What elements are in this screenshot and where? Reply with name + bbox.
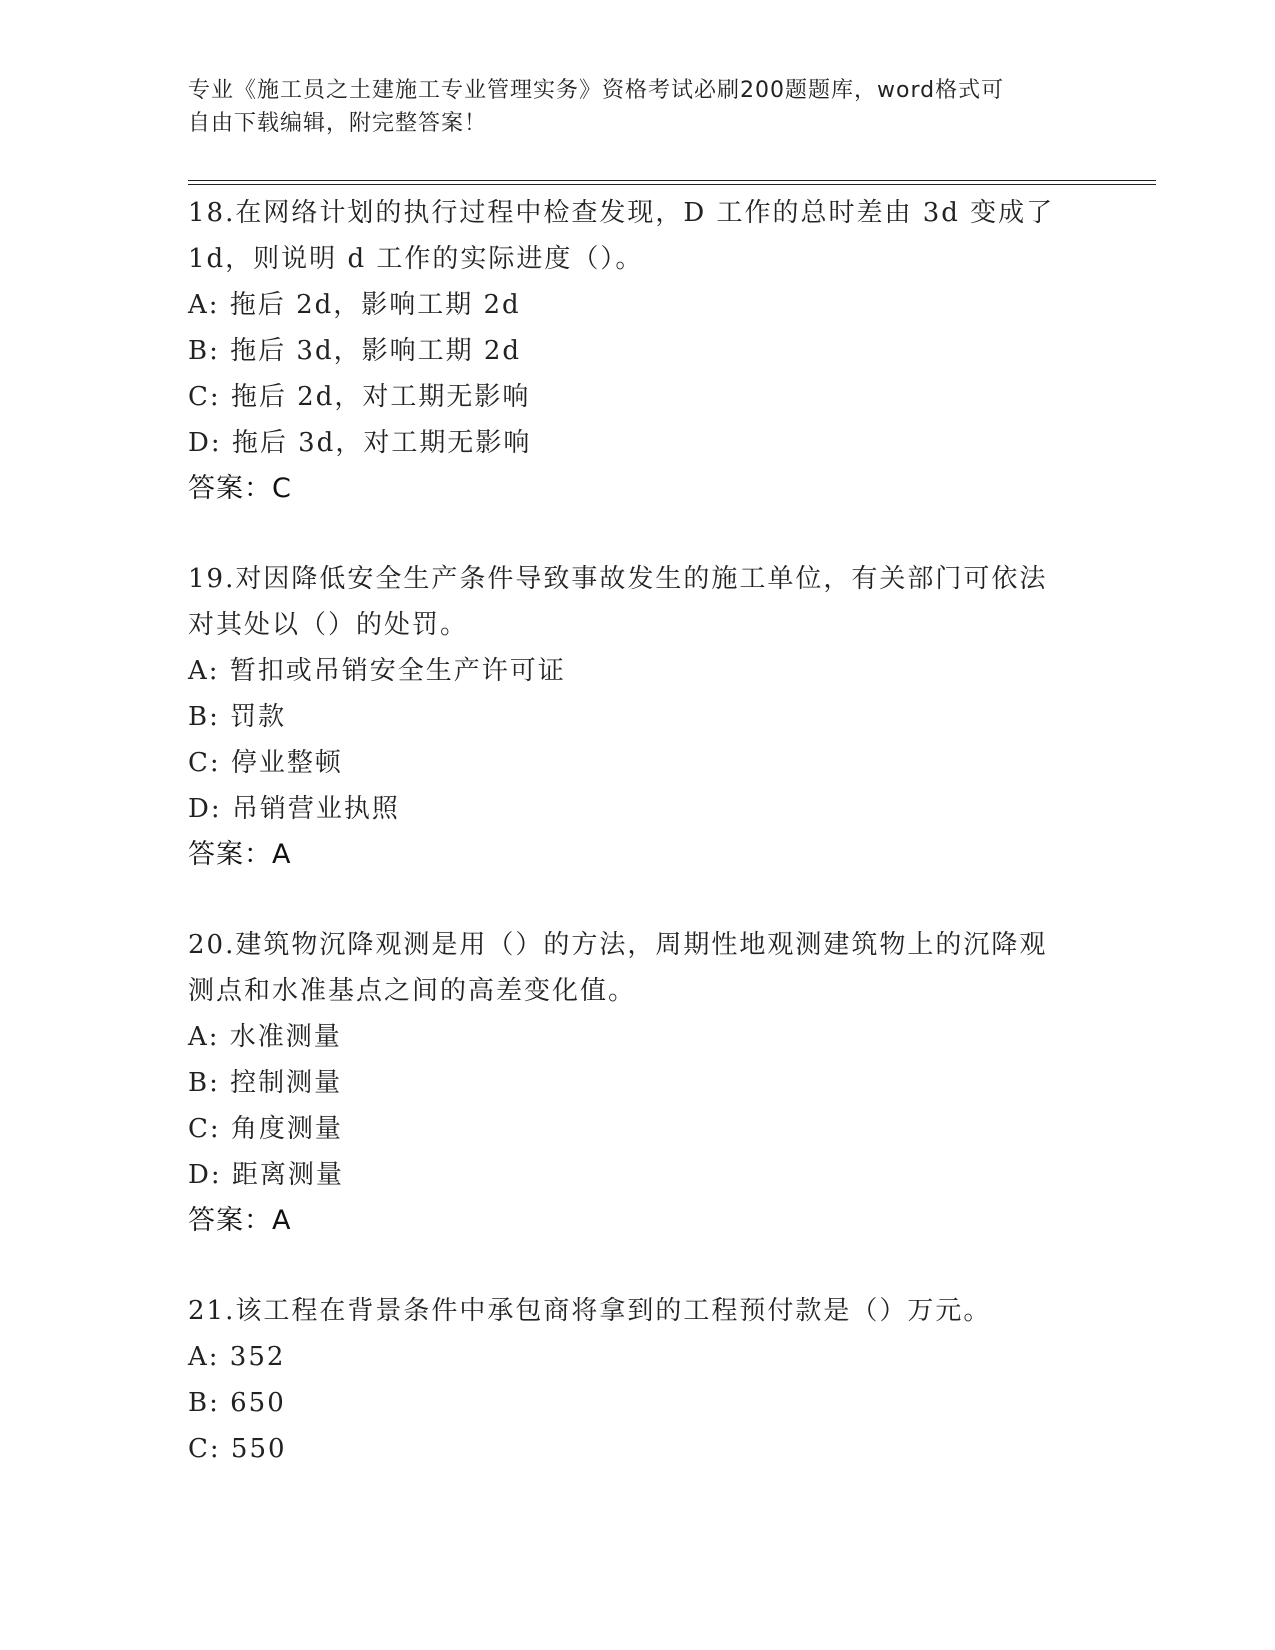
question-20 bbox=[188, 922, 1088, 1243]
question-spacer bbox=[188, 511, 1088, 556]
option-d: D: 吊销营业执照 bbox=[188, 794, 400, 824]
question-spacer bbox=[188, 877, 1088, 922]
header-line-2: 自由下载编辑，附完整答案！ bbox=[188, 111, 488, 136]
question-text-line: 18.在网络计划的执行过程中检查发现，D 工作的总时差由 3d 变成了 bbox=[188, 198, 1055, 228]
header-divider-top bbox=[188, 180, 1156, 181]
option-b: B: 罚款 bbox=[188, 702, 287, 732]
header-divider-bottom bbox=[188, 184, 1156, 185]
option-a: A: 暂扣或吊销安全生产许可证 bbox=[188, 656, 566, 686]
option-b: B: 控制测量 bbox=[188, 1068, 343, 1098]
option-a: A: 拖后 2d，影响工期 2d bbox=[188, 290, 521, 320]
question-list bbox=[188, 190, 1088, 1472]
answer: 答案：A bbox=[188, 839, 292, 870]
question-text-line: 测点和水准基点之间的高差变化值。 bbox=[188, 976, 637, 1006]
option-a: A: 352 bbox=[188, 1342, 286, 1372]
answer: 答案：A bbox=[188, 1205, 292, 1236]
answer: 答案：C bbox=[188, 473, 292, 504]
option-b: B: 650 bbox=[188, 1388, 286, 1418]
document-header bbox=[188, 74, 1088, 140]
option-b: B: 拖后 3d，影响工期 2d bbox=[188, 336, 522, 366]
option-d: D: 距离测量 bbox=[188, 1160, 344, 1190]
option-c: C: 拖后 2d，对工期无影响 bbox=[188, 382, 531, 412]
question-text-line: 19.对因降低安全生产条件导致事故发生的施工单位，有关部门可依法 bbox=[188, 564, 1048, 594]
option-c: C: 角度测量 bbox=[188, 1114, 343, 1144]
option-c: C: 停业整顿 bbox=[188, 748, 343, 778]
question-text-line: 21.该工程在背景条件中承包商将拿到的工程预付款是（）万元。 bbox=[188, 1296, 992, 1326]
question-text-line: 对其处以（）的处罚。 bbox=[188, 610, 469, 640]
question-18 bbox=[188, 190, 1088, 511]
option-d: D: 拖后 3d，对工期无影响 bbox=[188, 428, 532, 458]
option-a: A: 水准测量 bbox=[188, 1022, 342, 1052]
question-text-line: 1d，则说明 d 工作的实际进度（）。 bbox=[188, 244, 644, 274]
question-text-line: 20.建筑物沉降观测是用（）的方法，周期性地观测建筑物上的沉降观 bbox=[188, 930, 1048, 960]
question-19 bbox=[188, 556, 1088, 877]
question-21 bbox=[188, 1288, 1088, 1472]
question-spacer bbox=[188, 1243, 1088, 1288]
header-line-1: 专业《施工员之土建施工专业管理实务》资格考试必刷200题题库，word格式可 bbox=[188, 78, 1005, 103]
option-c: C: 550 bbox=[188, 1434, 287, 1464]
